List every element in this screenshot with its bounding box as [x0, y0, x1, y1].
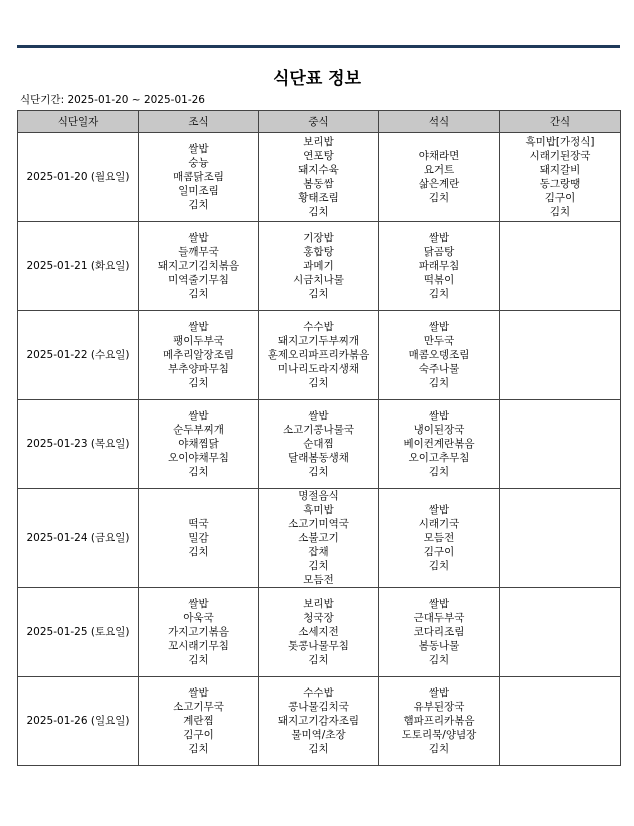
menu-item: 김치 [188, 466, 209, 478]
menu-item: 야채라면 [418, 150, 460, 162]
table-row [18, 311, 621, 400]
menu-item: 시금치나물 [293, 274, 344, 286]
menu-item: 계란찜 [183, 715, 214, 727]
menu-date-cell: 2025-01-25 (토요일) [18, 588, 139, 677]
menu-item: 쌀밥 [428, 504, 450, 516]
menu-item: 김치 [549, 206, 571, 218]
menu-item: 미역줄기무침 [168, 274, 229, 286]
menu-item: 달래봄동생채 [288, 452, 349, 464]
menu-item: 쌀밥 [188, 410, 209, 422]
menu-item: 가지고기볶음 [168, 626, 229, 638]
menu-item: 쌀밥 [428, 598, 450, 610]
menu-date-cell: 2025-01-22 (수요일) [18, 311, 139, 400]
menu-item: 김치 [428, 192, 450, 204]
menu-item: 떡국 [188, 518, 209, 530]
menu-snack-cell [500, 222, 621, 311]
menu-dinner-cell [379, 133, 500, 222]
menu-item: 돼지고기감자조림 [277, 715, 360, 727]
menu-item: 쌀밥 [188, 687, 209, 699]
header-lunch: 중식 [259, 111, 379, 133]
menu-item: 김치 [188, 743, 209, 755]
menu-item: 김치 [428, 466, 450, 478]
menu-item: 돼지고기두부찌개 [277, 335, 360, 347]
menu-item: 떡볶이 [423, 274, 455, 286]
menu-item: 김치 [428, 288, 450, 300]
header-dinner: 석식 [379, 111, 500, 133]
menu-item: 미나리도라지생채 [277, 363, 360, 375]
menu-item: 쌀밥 [188, 321, 209, 333]
menu-date-cell: 2025-01-23 (목요일) [18, 400, 139, 489]
menu-item: 콩나물김치국 [288, 701, 349, 713]
menu-lunch-cell [259, 222, 379, 311]
menu-item: 도토리묵/양념장 [401, 729, 477, 741]
menu-date-cell: 2025-01-21 (화요일) [18, 222, 139, 311]
menu-item: 매콤오뎅조림 [408, 349, 470, 361]
menu-snack-cell [500, 311, 621, 400]
menu-item: 김치 [188, 546, 209, 558]
menu-item: 김치 [308, 466, 329, 478]
menu-item: 톳콩나물무침 [288, 640, 349, 652]
menu-item: 순두부찌개 [173, 424, 224, 436]
menu-dinner-cell [379, 489, 500, 588]
menu-item: 베이컨계란볶음 [403, 438, 475, 450]
menu-lunch-cell [259, 677, 379, 766]
menu-item: 들깨무국 [178, 246, 219, 258]
menu-item: 김치 [308, 560, 329, 572]
menu-item: 소고기무국 [173, 701, 224, 713]
menu-item: 동그랑땡 [539, 178, 581, 190]
menu-item: 쌀밥 [188, 143, 209, 155]
menu-item: 물미역/초장 [291, 729, 346, 741]
menu-item: 황태조림 [298, 192, 339, 204]
menu-item: 모듬전 [303, 574, 334, 586]
menu-item: 김치 [188, 288, 209, 300]
menu-lunch-cell [259, 489, 379, 588]
table-row [18, 588, 621, 677]
menu-item: 유부된장국 [413, 701, 465, 713]
menu-snack-cell [500, 677, 621, 766]
menu-item: 소고기콩나물국 [282, 424, 354, 436]
table-row [18, 677, 621, 766]
menu-item: 오이야채무침 [168, 452, 229, 464]
menu-lunch-cell [259, 588, 379, 677]
menu-item: 김구이 [183, 729, 214, 741]
menu-lunch-cell [259, 400, 379, 489]
menu-item: 김구이 [423, 546, 455, 558]
table-header-row [18, 111, 621, 133]
menu-item: 매콤닭조림 [173, 171, 224, 183]
menu-item: 아욱국 [183, 612, 214, 624]
menu-item: 꼬시래기무침 [168, 640, 229, 652]
menu-item: 김치 [428, 743, 450, 755]
menu-item: 김치 [308, 206, 329, 218]
menu-breakfast-cell [139, 588, 259, 677]
menu-item: 명절음식 [298, 490, 339, 502]
menu-item: 메추리알장조림 [162, 349, 234, 361]
menu-item: 수수밥 [303, 687, 334, 699]
menu-item: 쌀밥 [428, 321, 450, 333]
menu-breakfast-cell [139, 311, 259, 400]
menu-item: 코다리조림 [413, 626, 465, 638]
menu-dinner-cell [379, 677, 500, 766]
menu-snack-cell [500, 400, 621, 489]
menu-item: 쌀밥 [428, 232, 450, 244]
header-breakfast: 조식 [139, 111, 259, 133]
menu-item: 수수밥 [303, 321, 334, 333]
menu-breakfast-cell [139, 489, 259, 588]
menu-item: 봄동쌈 [303, 178, 334, 190]
menu-item: 냉이된장국 [413, 424, 465, 436]
menu-item: 김치 [308, 288, 329, 300]
menu-item: 시래기국 [418, 518, 460, 530]
menu-table-body [18, 133, 621, 766]
menu-item: 밀감 [188, 532, 209, 544]
menu-snack-cell [500, 489, 621, 588]
menu-item: 돼지수육 [298, 164, 339, 176]
menu-item: 쌀밥 [188, 598, 209, 610]
menu-item: 야채찜닭 [178, 438, 219, 450]
menu-date-cell: 2025-01-24 (금요일) [18, 489, 139, 588]
menu-dinner-cell [379, 400, 500, 489]
menu-item: 시래기된장국 [529, 150, 591, 162]
menu-item: 봄동나물 [418, 640, 460, 652]
menu-item: 근대두부국 [413, 612, 465, 624]
menu-item: 훈제오리파프리카볶음 [267, 349, 370, 361]
menu-breakfast-cell [139, 133, 259, 222]
menu-lunch-cell [259, 311, 379, 400]
menu-item: 삶은계란 [418, 178, 460, 190]
table-row [18, 400, 621, 489]
menu-dinner-cell [379, 222, 500, 311]
menu-item: 김치 [308, 377, 329, 389]
menu-date-cell: 2025-01-26 (일요일) [18, 677, 139, 766]
menu-item: 오이고추무침 [408, 452, 470, 464]
menu-snack-cell [500, 588, 621, 677]
menu-item: 김치 [188, 654, 209, 666]
menu-item: 흑미밥 [303, 504, 334, 516]
menu-item: 보리밥 [303, 598, 334, 610]
menu-item: 닭곰탕 [423, 246, 455, 258]
menu-item: 숭늉 [188, 157, 209, 169]
menu-item: 잡채 [308, 546, 329, 558]
menu-item: 순대찜 [303, 438, 334, 450]
menu-item: 햄파프리카볶음 [403, 715, 475, 727]
menu-item: 일미조림 [178, 185, 219, 197]
table-row [18, 133, 621, 222]
menu-item: 모듬전 [423, 532, 455, 544]
menu-item: 김치 [308, 743, 329, 755]
menu-snack-cell [500, 133, 621, 222]
menu-item: 소세지전 [298, 626, 339, 638]
menu-lunch-cell [259, 133, 379, 222]
menu-breakfast-cell [139, 400, 259, 489]
menu-item: 소불고기 [298, 532, 339, 544]
menu-item: 김치 [188, 377, 209, 389]
menu-item: 돼지고기김치볶음 [157, 260, 240, 272]
menu-item: 홍합탕 [303, 246, 334, 258]
page-title: 식단표 정보 [272, 69, 362, 89]
menu-item: 요거트 [423, 164, 455, 176]
menu-period: 식단기간: 2025-01-20 ~ 2025-01-26 [20, 94, 205, 106]
menu-item: 만두국 [423, 335, 455, 347]
menu-item: 쌀밥 [188, 232, 209, 244]
menu-item: 팽이두부국 [173, 335, 224, 347]
menu-item: 쌀밥 [428, 687, 450, 699]
menu-item: 기장밥 [303, 232, 334, 244]
menu-item: 김치 [428, 560, 450, 572]
table-row [18, 222, 621, 311]
menu-item: 김치 [188, 199, 209, 211]
menu-item: 부추양파무침 [168, 363, 229, 375]
menu-item: 연포탕 [303, 150, 334, 162]
menu-item: 파래무침 [418, 260, 460, 272]
menu-item: 흑미밥[가정식] [525, 136, 595, 148]
menu-item: 김치 [428, 654, 450, 666]
menu-dinner-cell [379, 588, 500, 677]
header-snack: 간식 [500, 111, 621, 133]
header-date: 식단일자 [18, 111, 139, 133]
menu-item: 김치 [308, 654, 329, 666]
menu-item: 쌀밥 [428, 410, 450, 422]
menu-breakfast-cell [139, 677, 259, 766]
menu-item: 소고기미역국 [288, 518, 349, 530]
menu-item: 쌀밥 [308, 410, 329, 422]
menu-dinner-cell [379, 311, 500, 400]
menu-item: 돼지갈비 [539, 164, 581, 176]
menu-item: 과메기 [303, 260, 334, 272]
menu-item: 청국장 [303, 612, 334, 624]
menu-item: 김구이 [544, 192, 576, 204]
menu-table [17, 110, 621, 766]
table-row [18, 489, 621, 588]
menu-item: 김치 [428, 377, 450, 389]
menu-date-cell: 2025-01-20 (월요일) [18, 133, 139, 222]
menu-item: 보리밥 [303, 136, 334, 148]
menu-item: 숙주나물 [418, 363, 460, 375]
menu-breakfast-cell [139, 222, 259, 311]
top-divider [17, 45, 620, 48]
